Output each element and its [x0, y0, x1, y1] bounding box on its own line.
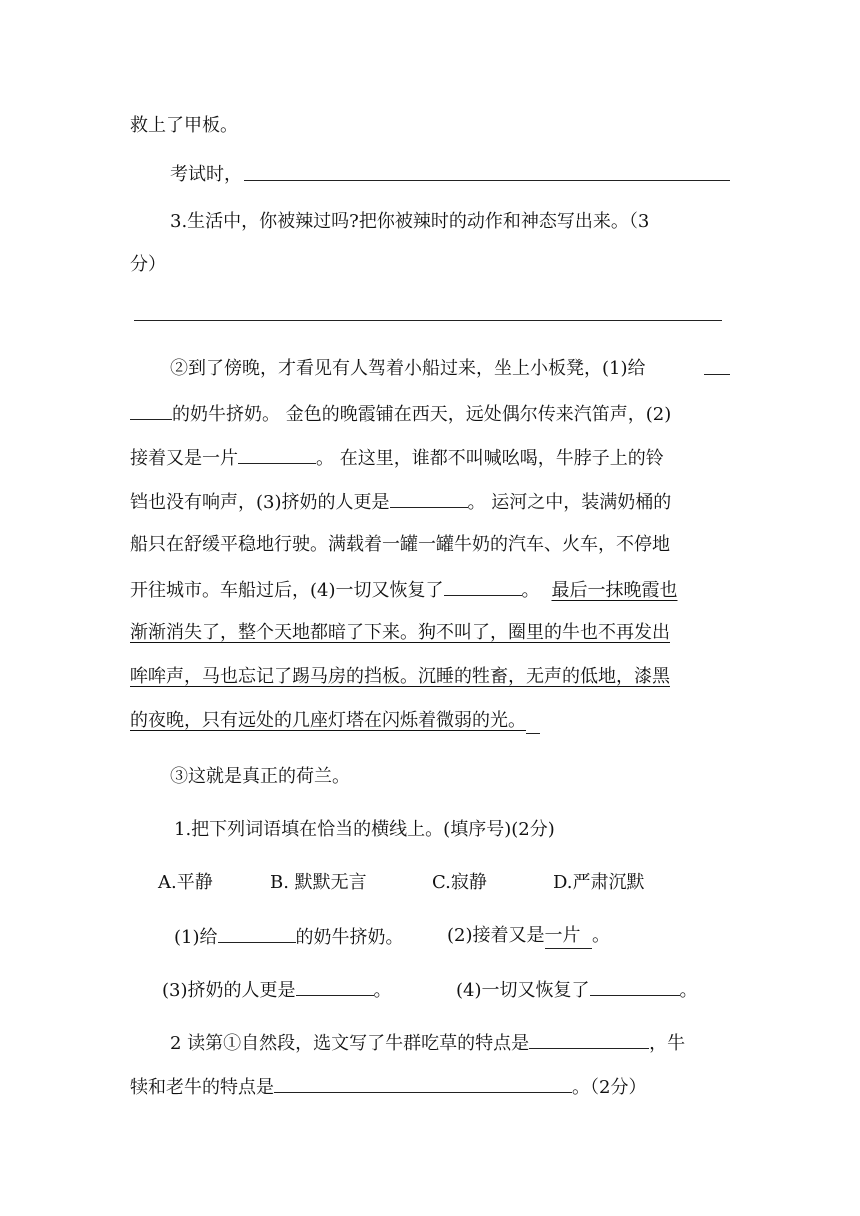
- para2-line-7: 渐渐消失了，整个天地都暗了下来。狗不叫了，圈里的牛也不再发出: [130, 622, 670, 643]
- q1-blank-3[interactable]: [296, 977, 374, 996]
- option-c: C.寂静: [432, 872, 487, 893]
- q2-blank-2[interactable]: [274, 1074, 572, 1093]
- para2-line-8: 哞哞声，马也忘记了踢马房的挡板。沉睡的牲畜，无声的低地，漆黑: [130, 666, 670, 687]
- question-3-line-2: 分）: [130, 254, 166, 275]
- question-2-line-1: 2 读第①自然段，选文写了牛群吃草的特点是 ，牛: [170, 1030, 685, 1056]
- q1-blank-1[interactable]: [218, 924, 296, 943]
- intro-line: 救上了甲板。: [130, 115, 238, 136]
- q1-blank-4[interactable]: [590, 977, 680, 996]
- para3-line: ③这就是真正的荷兰。: [170, 766, 350, 787]
- underlined-passage-start: 最后一抹晚霞也: [551, 580, 678, 601]
- question-3-answer-blank[interactable]: [134, 320, 722, 321]
- exam-answer-line: 考试时，: [170, 164, 242, 185]
- blank-1-part-b[interactable]: [130, 401, 172, 420]
- q1-blank-3-row: (3)挤奶的人更是 。: [162, 977, 392, 1003]
- option-a: A.平静: [158, 872, 213, 893]
- option-d: D.严肃沉默: [553, 872, 645, 893]
- para2-line-1: ②到了傍晚，才看见有人驾着小船过来，坐上小板凳，(1)给: [170, 358, 646, 379]
- q1-blank-1-row: (1)给 的奶牛挤奶。: [174, 924, 404, 950]
- para2-line-6: 开往城市。车船过后，(4)一切又恢复了 。 最后一抹晚霞也: [130, 577, 678, 603]
- q1-blank-2-row: (2)接着又是一片 。: [447, 924, 610, 949]
- option-b: B. 默默无言: [270, 872, 367, 893]
- para2-line-2: 的奶牛挤奶。 金色的晚霞铺在西天，远处偶尔传来汽笛声，(2): [130, 401, 671, 427]
- para2-line-4: 铛也没有响声，(3)挤奶的人更是 。 运河之中，装满奶桶的: [130, 489, 671, 515]
- para2-line-3: 接着又是一片 。 在这里，谁都不叫喊吆喝，牛脖子上的铃: [130, 445, 664, 471]
- q1-blank-4-row: (4)一切又恢复了 。: [456, 977, 698, 1003]
- q1-blank-2[interactable]: 一片: [545, 924, 592, 949]
- para2-line-5: 船只在舒缓平稳地行驶。满载着一罐一罐牛奶的汽车、火车，不停地: [130, 534, 670, 555]
- question-2-line-2: 犊和老牛的特点是 。（2分）: [130, 1074, 646, 1100]
- blank-1-part-a[interactable]: [704, 374, 730, 375]
- exam-answer-blank[interactable]: [244, 180, 730, 181]
- blank-2[interactable]: [238, 445, 316, 464]
- q2-blank-1[interactable]: [529, 1030, 649, 1049]
- para2-line-9: 的夜晚，只有远处的几座灯塔在闪烁着微弱的光。: [130, 709, 540, 734]
- blank-4[interactable]: [444, 577, 522, 596]
- blank-3[interactable]: [390, 489, 468, 508]
- question-3-line-1: 3.生活中，你被辣过吗?把你被辣时的动作和神态写出来。（3: [170, 211, 650, 232]
- question-1-stem: 1.把下列词语填在恰当的横线上。(填序号)(2分): [174, 819, 555, 840]
